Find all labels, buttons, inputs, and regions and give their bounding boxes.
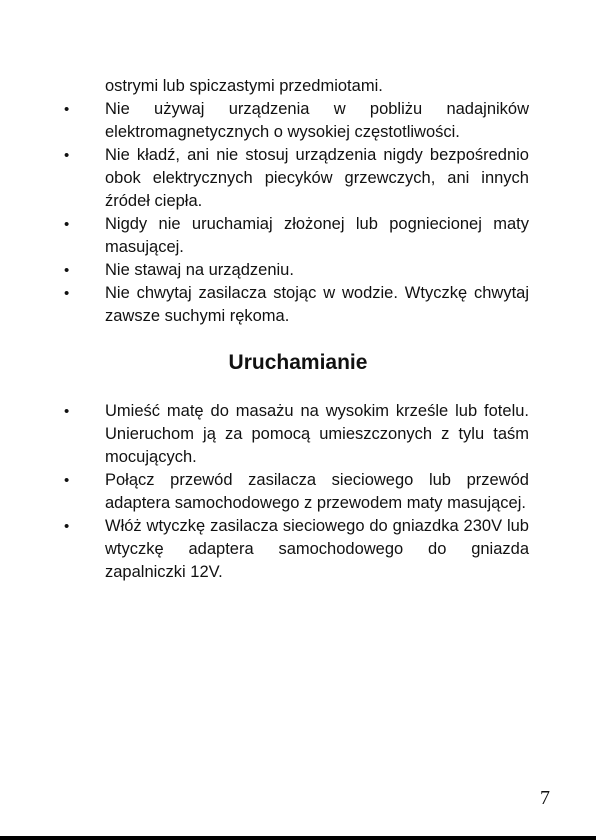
list-item-text: Nie stawaj na urządzeniu. [105,261,294,279]
bullet-point: • [64,403,70,420]
list-item [0,515,596,584]
list-item-text: Umieść matę do masażu na wysokim krześle lub fotelu. Unieruchom ją za pomocą umieszczonych z tylu taśm mocujących. [105,402,529,466]
list-item [0,282,596,328]
list-item-text: Nigdy nie uruchamiaj złożonej lub pogniecionej maty masującej. [105,215,529,256]
continuation-text: ostrymi lub spiczastymi przedmiotami. [105,77,383,95]
steps-list [0,400,596,584]
list-item-text: Włóż wtyczkę zasilacza sieciowego do gniazdka 230V lub wtyczkę adaptera samochodowego do gniazda zapalniczki 12V. [105,517,529,581]
list-item-text: Nie chwytaj zasilacza stojąc w wodzie. Wtyczkę chwytaj zawsze suchymi rękoma. [105,284,529,325]
section-heading: Uruchamianie [228,351,368,374]
list-item-text: Nie używaj urządzenia w pobliżu nadajników elektromagnetycznych o wysokiej częstotliwości. [105,100,529,141]
list-item-text: Nie kładź, ani nie stosuj urządzenia nigdy bezpośrednio obok elektrycznych piecyków grzewczych, ani innych źródeł ciepła. [105,146,529,210]
bullet-point: • [64,216,70,233]
bullet-point: • [64,472,70,489]
bullet-point: • [64,147,70,164]
list-item-text: Połącz przewód zasilacza sieciowego lub przewód adaptera samochodowego z przewodem maty masującej. [105,471,529,512]
bullet-point: • [64,262,70,279]
bullet-point: • [64,518,70,535]
bottom-rule [0,836,596,840]
list-item [0,259,596,282]
bullet-point: • [64,285,70,302]
list-item [0,469,596,515]
list-item [0,144,596,213]
list-item [0,213,596,259]
bullet-point: • [64,101,70,118]
list-item [0,400,596,469]
list-item [0,98,596,144]
page-number: 7 [540,787,550,809]
warnings-list [0,98,596,328]
